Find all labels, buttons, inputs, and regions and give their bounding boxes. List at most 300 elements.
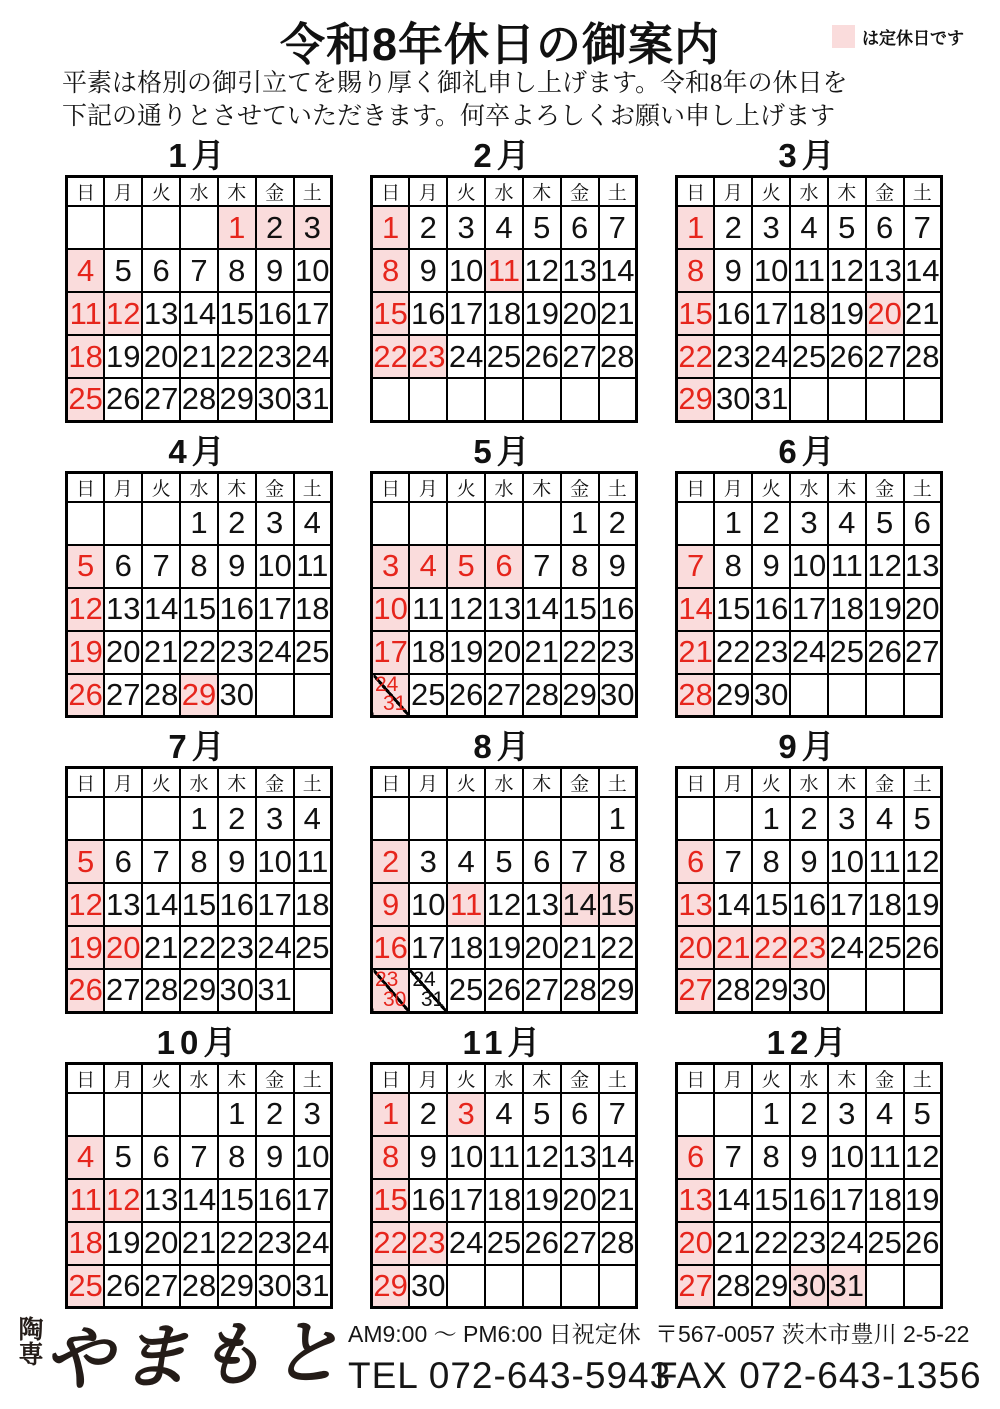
day-cell: 30: [256, 378, 294, 421]
months-grid: [65, 137, 943, 1309]
day-cell: 4: [790, 206, 828, 249]
day-cell: 6: [677, 1136, 715, 1179]
empty-cell: [409, 378, 447, 421]
day-cell: 6: [142, 249, 180, 292]
day-cell: 10: [447, 1136, 485, 1179]
day-cell: 8: [677, 249, 715, 292]
day-cell: 21: [142, 926, 180, 969]
day-cell: 16: [256, 1179, 294, 1222]
day-cell: 12: [447, 588, 485, 631]
day-cell: 18: [294, 588, 332, 631]
month-title: 4月: [168, 432, 230, 470]
day-cell: 19: [904, 1179, 942, 1222]
empty-cell: [523, 797, 561, 840]
logo-mark-text: 陶専: [15, 1316, 43, 1366]
weekday-header: 火: [142, 472, 180, 502]
day-cell: 12: [523, 249, 561, 292]
empty-cell: [67, 206, 105, 249]
month-calendar-1月: [65, 137, 333, 423]
month-title: 2月: [473, 137, 535, 174]
day-cell: 11: [67, 1179, 105, 1222]
day-cell: [372, 674, 410, 717]
day-cell: 3: [828, 797, 866, 840]
day-cell: 20: [561, 1179, 599, 1222]
day-cell: 26: [866, 631, 904, 674]
day-cell: 30: [790, 969, 828, 1012]
day-cell: 11: [294, 840, 332, 883]
weekday-header: 火: [142, 768, 180, 798]
empty-cell: [104, 206, 142, 249]
day-cell: 12: [904, 1136, 942, 1179]
day-cell: 23: [790, 926, 828, 969]
empty-cell: [67, 1093, 105, 1136]
day-cell: 22: [218, 335, 256, 378]
empty-cell: [142, 797, 180, 840]
day-cell: 18: [485, 292, 523, 335]
day-cell: 18: [67, 1222, 105, 1265]
day-cell: 5: [67, 545, 105, 588]
month-calendar-3月: [675, 137, 943, 423]
day-cell: 14: [714, 883, 752, 926]
empty-cell: [485, 502, 523, 545]
day-cell: 29: [714, 674, 752, 717]
empty-cell: [523, 1265, 561, 1308]
day-cell: 6: [523, 840, 561, 883]
empty-cell: [866, 1265, 904, 1308]
day-cell: 7: [714, 1136, 752, 1179]
day-cell: 16: [752, 588, 790, 631]
day-cell: 13: [104, 883, 142, 926]
day-cell: 7: [180, 1136, 218, 1179]
day-cell: 9: [256, 249, 294, 292]
day-cell: 17: [447, 292, 485, 335]
day-cell: 19: [104, 335, 142, 378]
day-cell: 26: [523, 335, 561, 378]
day-cell: 1: [180, 797, 218, 840]
day-cell: 30: [714, 378, 752, 421]
weekday-header: 日: [372, 177, 410, 207]
weekday-header: 木: [828, 1063, 866, 1093]
day-cell: 16: [256, 292, 294, 335]
day-cell: 17: [828, 1179, 866, 1222]
month-calendar-7月: [65, 728, 333, 1014]
fax-number: FAX 072-643-1356: [655, 1355, 982, 1396]
day-cell: 21: [523, 631, 561, 674]
day-cell: 23: [218, 631, 256, 674]
weekday-header: 月: [409, 472, 447, 502]
month-title: 7月: [168, 728, 230, 765]
day-cell: 18: [828, 588, 866, 631]
weekday-header: 金: [561, 1063, 599, 1093]
day-cell: 27: [866, 335, 904, 378]
day-cell: 15: [599, 883, 637, 926]
day-cell: 25: [447, 969, 485, 1012]
day-cell: 20: [142, 335, 180, 378]
day-cell: 3: [294, 1093, 332, 1136]
month-table: [65, 766, 333, 1014]
empty-cell: [67, 502, 105, 545]
month-calendar-4月: [65, 433, 333, 719]
day-cell: 12: [104, 292, 142, 335]
month-table: [370, 471, 638, 719]
weekday-header: 日: [67, 768, 105, 798]
day-cell: 4: [828, 502, 866, 545]
day-cell: 6: [485, 545, 523, 588]
day-cell: 5: [104, 1136, 142, 1179]
day-cell: 11: [67, 292, 105, 335]
weekday-header: 日: [67, 1063, 105, 1093]
day-cell: 2: [714, 206, 752, 249]
day-cell: 29: [561, 674, 599, 717]
weekday-header: 月: [409, 768, 447, 798]
day-cell: 11: [294, 545, 332, 588]
day-cell: 2: [599, 502, 637, 545]
weekday-header: 水: [485, 768, 523, 798]
day-cell: 8: [752, 1136, 790, 1179]
day-cell: 10: [409, 883, 447, 926]
day-cell: 18: [866, 883, 904, 926]
day-cell: 13: [904, 545, 942, 588]
day-cell: 20: [104, 631, 142, 674]
empty-cell: [828, 378, 866, 421]
day-cell: 17: [256, 883, 294, 926]
empty-cell: [599, 1265, 637, 1308]
weekday-header: 月: [714, 177, 752, 207]
day-cell: 16: [790, 883, 828, 926]
weekday-header: 土: [904, 1063, 942, 1093]
weekday-header: 土: [904, 177, 942, 207]
day-cell: 10: [447, 249, 485, 292]
month-title: 1月: [168, 137, 230, 174]
day-cell: 9: [599, 545, 637, 588]
day-cell: 3: [447, 206, 485, 249]
weekday-header: 水: [180, 472, 218, 502]
month-calendar-8月: [370, 728, 638, 1014]
day-cell: 24: [256, 926, 294, 969]
business-hours: AM9:00 ～ PM6:00 日祝定休: [348, 1321, 641, 1347]
empty-cell: [142, 206, 180, 249]
day-cell: 26: [904, 1222, 942, 1265]
day-cell: 22: [218, 1222, 256, 1265]
day-cell: 28: [714, 1265, 752, 1308]
weekday-header: 土: [904, 472, 942, 502]
day-cell: 26: [67, 969, 105, 1012]
day-cell: 27: [677, 969, 715, 1012]
day-cell: 17: [447, 1179, 485, 1222]
day-cell: 28: [599, 335, 637, 378]
day-cell: 18: [866, 1179, 904, 1222]
day-cell: 1: [218, 1093, 256, 1136]
day-cell: 25: [409, 674, 447, 717]
weekday-header: 水: [790, 768, 828, 798]
empty-cell: [904, 378, 942, 421]
weekday-header: 月: [714, 472, 752, 502]
day-cell: 21: [561, 926, 599, 969]
day-cell: 18: [294, 883, 332, 926]
day-cell: 15: [218, 292, 256, 335]
weekday-header: 水: [180, 177, 218, 207]
day-cell: 18: [485, 1179, 523, 1222]
day-cell: 5: [523, 1093, 561, 1136]
day-cell: 13: [142, 1179, 180, 1222]
weekday-header: 木: [218, 177, 256, 207]
weekday-header: 日: [372, 768, 410, 798]
weekday-header: 火: [142, 177, 180, 207]
day-cell: 6: [142, 1136, 180, 1179]
day-cell: 27: [142, 378, 180, 421]
empty-cell: [372, 378, 410, 421]
day-cell: 1: [372, 206, 410, 249]
day-cell: 19: [485, 926, 523, 969]
weekday-header: 金: [561, 177, 599, 207]
empty-cell: [256, 674, 294, 717]
weekday-header: 日: [67, 177, 105, 207]
day-cell: 27: [561, 1222, 599, 1265]
weekday-header: 金: [866, 768, 904, 798]
day-cell: 16: [790, 1179, 828, 1222]
day-cell: 20: [485, 631, 523, 674]
day-cell: 21: [904, 292, 942, 335]
day-cell: 6: [561, 206, 599, 249]
day-cell: 29: [218, 378, 256, 421]
weekday-header: 日: [677, 1063, 715, 1093]
weekday-header: 木: [523, 768, 561, 798]
day-cell: 16: [714, 292, 752, 335]
weekday-header: 金: [256, 768, 294, 798]
day-cell: 17: [790, 588, 828, 631]
weekday-header: 木: [523, 1063, 561, 1093]
weekday-header: 土: [294, 1063, 332, 1093]
weekday-header: 月: [104, 177, 142, 207]
day-cell: 27: [104, 969, 142, 1012]
day-cell: 8: [218, 249, 256, 292]
day-cell: 3: [828, 1093, 866, 1136]
month-title: 11月: [462, 1023, 546, 1061]
month-table: [370, 175, 638, 423]
day-cell: 24: [828, 926, 866, 969]
day-cell: 16: [218, 883, 256, 926]
month-calendar-10月: [65, 1024, 333, 1310]
day-cell: 14: [142, 883, 180, 926]
day-cell: 5: [866, 502, 904, 545]
weekday-header: 日: [372, 1063, 410, 1093]
day-cell: 9: [218, 840, 256, 883]
weekday-header: 水: [790, 1063, 828, 1093]
day-cell: 30: [256, 1265, 294, 1308]
day-cell: 8: [714, 545, 752, 588]
footer: [0, 1306, 1000, 1406]
day-cell: 12: [104, 1179, 142, 1222]
day-cell: 30: [409, 1265, 447, 1308]
day-cell: 10: [294, 249, 332, 292]
day-cell: 13: [561, 249, 599, 292]
weekday-header: 日: [677, 768, 715, 798]
day-cell: 25: [67, 1265, 105, 1308]
split-day-top: 24: [375, 672, 399, 696]
weekday-header: 月: [409, 177, 447, 207]
day-cell: 7: [677, 545, 715, 588]
day-cell: 27: [677, 1265, 715, 1308]
day-cell: 25: [67, 378, 105, 421]
day-cell: 6: [866, 206, 904, 249]
day-cell: 25: [294, 631, 332, 674]
day-cell: 13: [561, 1136, 599, 1179]
day-cell: 1: [218, 206, 256, 249]
day-cell: 24: [790, 631, 828, 674]
day-cell: 26: [104, 378, 142, 421]
split-day-bottom: 30: [382, 987, 407, 1011]
day-cell: 5: [828, 206, 866, 249]
day-cell: 9: [256, 1136, 294, 1179]
weekday-header: 金: [866, 177, 904, 207]
day-cell: 4: [485, 1093, 523, 1136]
day-cell: 17: [294, 1179, 332, 1222]
empty-cell: [485, 1265, 523, 1308]
weekday-header: 火: [752, 768, 790, 798]
day-cell: 17: [256, 588, 294, 631]
day-cell: 14: [180, 1179, 218, 1222]
day-cell: 15: [218, 1179, 256, 1222]
day-cell: 20: [561, 292, 599, 335]
day-cell: 23: [790, 1222, 828, 1265]
weekday-header: 火: [447, 768, 485, 798]
day-cell: 1: [561, 502, 599, 545]
weekday-header: 火: [142, 1063, 180, 1093]
weekday-header: 水: [180, 768, 218, 798]
day-cell: 5: [904, 797, 942, 840]
contact-middle: [348, 1316, 671, 1397]
day-cell: 6: [677, 840, 715, 883]
weekday-header: 火: [752, 1063, 790, 1093]
weekday-header: 火: [752, 472, 790, 502]
day-cell: 31: [294, 378, 332, 421]
weekday-header: 土: [599, 472, 637, 502]
month-table: [65, 1062, 333, 1310]
split-day-bottom: 31: [382, 692, 407, 715]
day-cell: 28: [561, 969, 599, 1012]
day-cell: 9: [790, 840, 828, 883]
empty-cell: [523, 502, 561, 545]
day-cell: 2: [256, 206, 294, 249]
empty-cell: [485, 797, 523, 840]
month-table: [675, 1062, 943, 1310]
day-cell: 3: [294, 206, 332, 249]
empty-cell: [561, 1265, 599, 1308]
day-cell: 25: [866, 1222, 904, 1265]
day-cell: 8: [180, 545, 218, 588]
day-cell: 8: [372, 249, 410, 292]
day-cell: 30: [790, 1265, 828, 1308]
empty-cell: [485, 378, 523, 421]
day-cell: 3: [447, 1093, 485, 1136]
weekday-header: 水: [180, 1063, 218, 1093]
weekday-header: 金: [561, 768, 599, 798]
day-cell: 14: [714, 1179, 752, 1222]
day-cell: 28: [904, 335, 942, 378]
day-cell: 6: [104, 545, 142, 588]
month-table: [370, 1062, 638, 1310]
day-cell: 26: [828, 335, 866, 378]
day-cell: 28: [677, 674, 715, 717]
day-cell: 23: [409, 335, 447, 378]
empty-cell: [866, 674, 904, 717]
day-cell: 6: [904, 502, 942, 545]
weekday-header: 日: [372, 472, 410, 502]
day-cell: 7: [904, 206, 942, 249]
weekday-header: 土: [294, 177, 332, 207]
day-cell: 13: [677, 883, 715, 926]
day-cell: 22: [561, 631, 599, 674]
weekday-header: 水: [485, 1063, 523, 1093]
day-cell: 29: [677, 378, 715, 421]
day-cell: 10: [790, 545, 828, 588]
day-cell: 28: [180, 378, 218, 421]
empty-cell: [828, 674, 866, 717]
day-cell: 12: [67, 883, 105, 926]
greeting-text: [62, 68, 1000, 133]
month-table: [65, 471, 333, 719]
empty-cell: [180, 1093, 218, 1136]
day-cell: 31: [752, 378, 790, 421]
day-cell: 20: [866, 292, 904, 335]
header: [0, 0, 1000, 70]
day-cell: 25: [828, 631, 866, 674]
weekday-header: 土: [599, 1063, 637, 1093]
day-cell: 9: [218, 545, 256, 588]
day-cell: 27: [561, 335, 599, 378]
day-cell: 14: [523, 588, 561, 631]
day-cell: 17: [294, 292, 332, 335]
weekday-header: 火: [447, 1063, 485, 1093]
weekday-header: 水: [790, 177, 828, 207]
day-cell: 7: [142, 545, 180, 588]
day-cell: 22: [752, 926, 790, 969]
day-cell: 21: [599, 1179, 637, 1222]
page-title: 令和8年休日の御案内: [279, 19, 721, 70]
day-cell: 14: [561, 883, 599, 926]
weekday-header: 木: [828, 177, 866, 207]
day-cell: 19: [523, 1179, 561, 1222]
empty-cell: [409, 797, 447, 840]
day-cell: 21: [599, 292, 637, 335]
day-cell: 20: [904, 588, 942, 631]
empty-cell: [142, 1093, 180, 1136]
empty-cell: [104, 1093, 142, 1136]
day-cell: 3: [752, 206, 790, 249]
holiday-legend: [832, 24, 964, 49]
day-cell: 4: [485, 206, 523, 249]
day-cell: 21: [180, 1222, 218, 1265]
empty-cell: [866, 378, 904, 421]
legend-label: は定休日です: [862, 29, 964, 48]
day-cell: 12: [485, 883, 523, 926]
day-cell: 30: [218, 674, 256, 717]
day-cell: 24: [447, 1222, 485, 1265]
month-table: [65, 175, 333, 423]
day-cell: 11: [447, 883, 485, 926]
day-cell: 5: [104, 249, 142, 292]
day-cell: 16: [409, 1179, 447, 1222]
month-table: [675, 175, 943, 423]
day-cell: 29: [180, 969, 218, 1012]
day-cell: 15: [561, 588, 599, 631]
month-title: 8月: [473, 728, 535, 765]
greeting-line-1: 平素は格別の御引立てを賜り厚く御礼申し上げます。令和8年の休日を: [62, 70, 848, 97]
day-cell: 24: [447, 335, 485, 378]
day-cell: 28: [142, 969, 180, 1012]
month-table: [370, 766, 638, 1014]
day-cell: 21: [677, 631, 715, 674]
